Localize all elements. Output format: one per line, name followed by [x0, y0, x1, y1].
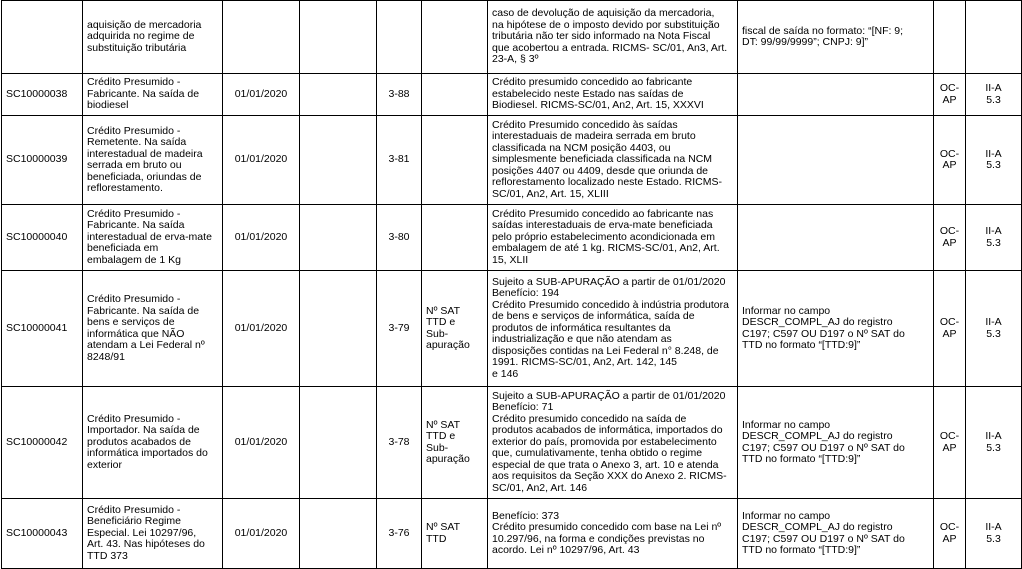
legal-basis-cell-line: industrialização e que não atendam as — [492, 333, 672, 346]
date-cell: 01/01/2020 — [223, 116, 300, 205]
reference-cell — [377, 1, 422, 74]
description-cell-line: Importador. Na saída de — [87, 424, 200, 437]
legal-basis-cell — [488, 205, 738, 271]
legal-basis-cell-line: SC/01, An2, Art. 146 — [492, 481, 588, 494]
reference-cell: 3-78 — [377, 387, 422, 499]
reference-cell: 3-81 — [377, 116, 422, 205]
annex-cell — [966, 1, 1022, 74]
legal-basis-cell-line: que acobertou a entrada. RICMS- SC/01, An3, Art. — [492, 41, 728, 54]
type-cell-line: AP — [942, 532, 957, 545]
description-cell-line: beneficiada em — [87, 242, 159, 255]
annex-cell-line: II-A — [985, 521, 1002, 533]
observation-cell — [738, 271, 934, 387]
type-cell-line: OC- — [939, 430, 960, 442]
apuracao-cell-line: Nº SAT — [426, 304, 460, 317]
type-cell — [934, 205, 966, 271]
reference-cell: 3-80 — [377, 205, 422, 271]
table-row — [2, 205, 1022, 271]
apuracao-cell — [422, 499, 488, 569]
legal-basis-cell-line: interestaduais de madeira serrada em bruto — [492, 130, 696, 143]
legal-basis-cell-line: Sujeito a SUB-APURAÇÃO a partir de 01/01/2020 — [492, 389, 726, 402]
type-cell — [934, 1, 966, 74]
observation-cell-line: Informar no campo — [742, 509, 831, 522]
benefits-table — [1, 0, 1022, 569]
type-cell-line: OC- — [939, 82, 960, 94]
observation-cell-line: C197; C597 OU D197 o Nº SAT do — [742, 327, 905, 340]
legal-basis-cell-line: produtos acabados de informática, importados do — [492, 424, 723, 437]
observation-cell-line: DT: 99/99/9999”; CNPJ: 9]” — [742, 36, 869, 48]
table-body — [2, 1, 1022, 569]
description-cell — [83, 74, 223, 116]
legal-basis-cell-line: que, cumulativamente, tenha obtido o regime — [492, 447, 703, 460]
description-cell-line: adquirida no regime de — [87, 30, 195, 43]
type-cell — [934, 116, 966, 205]
annex-cell-line: 5.3 — [986, 327, 1001, 340]
description-cell-line: Remetente. Na saída — [87, 136, 187, 148]
date-cell — [223, 1, 300, 74]
code-cell: SC10000038 — [2, 74, 83, 116]
description-cell-line: Crédito Presumido - — [87, 207, 181, 220]
blank-cell — [300, 387, 377, 499]
apuracao-cell-line: TTD e — [426, 316, 456, 328]
legal-basis-cell-line: e 146 — [492, 367, 519, 380]
description-cell-line: atendam a Lei Federal nº — [87, 339, 205, 351]
description-cell-line: biodiesel — [87, 99, 129, 112]
reference-cell: 3-76 — [377, 499, 422, 569]
description-cell-line: Fabricante. Na saída de — [87, 304, 200, 317]
description-cell-line: exterior — [87, 458, 123, 471]
annex-cell-line: 5.3 — [986, 159, 1001, 171]
description-cell-line: serrada em bruto ou — [87, 159, 182, 171]
legal-basis-cell-line: Crédito Presumido concedido ao fabricante nas — [492, 207, 714, 220]
annex-cell-line: 5.3 — [986, 93, 1001, 106]
description-cell-line: beneficiada, oriundas de — [87, 170, 202, 183]
apuracao-cell — [422, 116, 488, 205]
legal-basis-cell-line: simplesmente beneficiada classificada na NCM — [492, 153, 713, 166]
type-cell — [934, 74, 966, 116]
apuracao-cell — [422, 74, 488, 116]
annex-cell — [966, 116, 1022, 205]
legal-basis-cell-line: Benefício: 194 — [492, 287, 560, 300]
description-cell-line: Fabricante. Na saída de — [87, 87, 200, 100]
annex-cell-line: II-A — [985, 430, 1002, 442]
description-cell-line: interestadual de erva-mate — [87, 230, 212, 243]
description-cell-line: TTD 373 — [87, 549, 128, 562]
legal-basis-cell-line: Benefício: 71 — [492, 401, 554, 414]
legal-basis-cell-line: classificada na NCM posição 4403, ou — [492, 141, 671, 154]
apuracao-cell-line: apuração — [426, 453, 470, 465]
code-cell: SC10000042 — [2, 387, 83, 499]
legal-basis-cell-line: Biodiesel. RICMS-SC/01, An2, Art. 15, XXXVI — [492, 99, 704, 112]
observation-cell-line: fiscal de saída no formato: “[NF: 9; — [742, 24, 904, 37]
legal-basis-cell-line: estabelecido neste Estado nas saídas de — [492, 87, 684, 100]
annex-cell — [966, 205, 1022, 271]
legal-basis-cell-line: na hipótese de o imposto devido por substituição — [492, 18, 720, 31]
annex-cell — [966, 74, 1022, 116]
description-cell-line: reflorestamento. — [87, 182, 163, 194]
reference-cell: 3-79 — [377, 271, 422, 387]
annex-cell-line: II-A — [985, 225, 1002, 237]
legal-basis-cell-line: SC/01, An2, Art. 15, XLIII — [492, 187, 609, 200]
observation-cell — [738, 499, 934, 569]
code-cell — [2, 1, 83, 74]
code-cell: SC10000041 — [2, 271, 83, 387]
description-cell — [83, 116, 223, 205]
table-row — [2, 116, 1022, 205]
blank-cell — [300, 1, 377, 74]
legal-basis-cell-line: Crédito Presumido concedido às saídas — [492, 118, 678, 131]
type-cell-line: AP — [942, 236, 957, 249]
type-cell-line: OC- — [939, 521, 960, 533]
legal-basis-cell — [488, 74, 738, 116]
code-cell: SC10000043 — [2, 499, 83, 569]
legal-basis-cell-line: acordo. Lei nº 10297/96, Art. 43 — [492, 544, 640, 556]
blank-cell — [300, 74, 377, 116]
legal-basis-cell-line: saídas interestaduais de erva-mate beneficiada — [492, 219, 713, 232]
observation-cell-line: C197; C597 OU D197 o Nº SAT do — [742, 532, 905, 545]
legal-basis-cell-line: pelo próprio estabelecimento acondicionada em — [492, 230, 715, 243]
description-cell-line: informática que NÃO — [87, 327, 185, 340]
legal-basis-cell-line: embalagem de até 1 kg. RICMS-SC/01, An2, Art. — [492, 242, 720, 255]
description-cell — [83, 271, 223, 387]
blank-cell — [300, 205, 377, 271]
date-cell: 01/01/2020 — [223, 387, 300, 499]
observation-cell-line: TTD no formato “[TTD:9]” — [742, 453, 861, 465]
type-cell — [934, 499, 966, 569]
description-cell-line: Crédito Presumido - — [87, 76, 181, 89]
type-cell-line: OC- — [939, 147, 960, 160]
blank-cell — [300, 116, 377, 205]
legal-basis-cell-line: reflorestamento localizado neste Estado. RICMS- — [492, 176, 722, 189]
legal-basis-cell-line: posições 4407 ou 4409, desde que oriunda de — [492, 164, 709, 177]
legal-basis-cell — [488, 387, 738, 499]
description-cell-line: Crédito Presumido - — [87, 124, 181, 137]
description-cell — [83, 499, 223, 569]
legal-basis-cell-line: especial de que trata o Anexo 3, art. 10 e atenda — [492, 458, 719, 471]
apuracao-cell-line: TTD e — [426, 430, 456, 442]
description-cell-line: substituição tributária — [87, 41, 187, 54]
apuracao-cell — [422, 205, 488, 271]
legal-basis-cell-line: 23-A, § 3º — [492, 53, 539, 66]
observation-cell-line: TTD no formato “[TTD:9]” — [742, 544, 861, 556]
legal-basis-cell — [488, 1, 738, 74]
legal-basis-cell-line: exterior do país, promovida por estabelecimento — [492, 435, 717, 448]
description-cell — [83, 387, 223, 499]
date-cell: 01/01/2020 — [223, 74, 300, 116]
legal-basis-cell-line: Sujeito a SUB-APURAÇÃO a partir de 01/01/2020 — [492, 275, 726, 288]
legal-basis-cell-line: 10.297/96, na forma e condições previstas no — [492, 532, 705, 545]
legal-basis-cell-line: Benefício: 373 — [492, 509, 560, 522]
apuracao-cell-line: apuração — [426, 339, 470, 351]
apuracao-cell — [422, 387, 488, 499]
observation-cell — [738, 116, 934, 205]
type-cell-line: AP — [942, 93, 957, 106]
description-cell-line: Crédito Presumido - — [87, 412, 181, 425]
annex-cell — [966, 271, 1022, 387]
observation-cell — [738, 387, 934, 499]
observation-cell-line: C197; C597 OU D197 o Nº SAT do — [742, 441, 905, 454]
description-cell-line: Art. 43. Nas hipóteses do — [87, 538, 205, 551]
legal-basis-cell-line: aos requisitos da Seção XXX do Anexo 2. RICMS- — [492, 470, 727, 483]
reference-cell: 3-88 — [377, 74, 422, 116]
blank-cell — [300, 271, 377, 387]
date-cell: 01/01/2020 — [223, 205, 300, 271]
table-row — [2, 1, 1022, 74]
description-cell-line: Especial. Lei 10297/96, — [87, 526, 197, 539]
date-cell: 01/01/2020 — [223, 499, 300, 569]
description-cell-line: Fabricante. Na saída — [87, 219, 185, 232]
description-cell-line: aquisição de mercadoria — [87, 18, 202, 31]
table-row — [2, 271, 1022, 387]
blank-cell — [300, 499, 377, 569]
type-cell-line: AP — [942, 327, 957, 340]
description-cell — [83, 1, 223, 74]
description-cell — [83, 205, 223, 271]
type-cell-line: AP — [942, 441, 957, 454]
description-cell-line: Crédito Presumido - — [87, 503, 181, 516]
description-cell-line: Beneficiário Regime — [87, 515, 181, 528]
code-cell: SC10000040 — [2, 205, 83, 271]
type-cell — [934, 387, 966, 499]
annex-cell-line: 5.3 — [986, 236, 1001, 249]
annex-cell — [966, 387, 1022, 499]
apuracao-cell-line: TTD — [426, 532, 447, 545]
type-cell-line: OC- — [939, 225, 960, 237]
description-cell-line: Crédito Presumido - — [87, 293, 181, 305]
legal-basis-cell-line: Crédito presumido concedido ao fabricante — [492, 76, 693, 89]
legal-basis-cell-line: caso de devolução de aquisição da mercadoria, — [492, 7, 715, 20]
table-row — [2, 387, 1022, 499]
legal-basis-cell-line: Crédito presumido concedido na saída de — [492, 412, 687, 425]
legal-basis-cell — [488, 116, 738, 205]
observation-cell-line: Informar no campo — [742, 418, 831, 431]
type-cell-line: OC- — [939, 316, 960, 328]
observation-cell-line: DESCR_COMPL_AJ do registro — [742, 316, 893, 328]
description-cell-line: interestadual de madeira — [87, 147, 203, 160]
legal-basis-cell-line: 1991. RICMS-SC/01, An2, Art. 142, 145 — [492, 356, 678, 369]
observation-cell — [738, 1, 934, 74]
date-cell: 01/01/2020 — [223, 271, 300, 387]
description-cell-line: produtos acabados de — [87, 435, 191, 448]
legal-basis-cell-line: produtos de informática resultantes da — [492, 321, 671, 334]
observation-cell-line: TTD no formato “[TTD:9]” — [742, 339, 861, 351]
annex-cell-line: 5.3 — [986, 532, 1001, 545]
annex-cell-line: II-A — [985, 82, 1002, 94]
legal-basis-cell — [488, 499, 738, 569]
apuracao-cell-line: Sub- — [426, 441, 449, 454]
description-cell-line: informática importados do — [87, 447, 208, 460]
observation-cell-line: DESCR_COMPL_AJ do registro — [742, 430, 893, 442]
observation-cell — [738, 205, 934, 271]
observation-cell-line: Informar no campo — [742, 304, 831, 317]
legal-basis-cell-line: disposições contidas na Lei Federal n° 8.248, de — [492, 344, 719, 357]
apuracao-cell-line: Sub- — [426, 327, 449, 340]
legal-basis-cell — [488, 271, 738, 387]
annex-cell-line: 5.3 — [986, 441, 1001, 454]
code-cell: SC10000039 — [2, 116, 83, 205]
legal-basis-cell-line: tributária não ter sido informado na Nota Fiscal — [492, 30, 711, 43]
observation-cell-line: DESCR_COMPL_AJ do registro — [742, 521, 893, 533]
type-cell — [934, 271, 966, 387]
description-cell-line: bens e serviços de — [87, 316, 175, 328]
legal-basis-cell-line: Crédito presumido concedido com base na Lei nº — [492, 521, 722, 533]
legal-basis-cell-line: Crédito Presumido concedido à indústria produtora — [492, 298, 729, 311]
description-cell-line: embalagem de 1 Kg — [87, 253, 181, 266]
apuracao-cell — [422, 1, 488, 74]
description-cell-line: 8248/91 — [87, 350, 125, 363]
annex-cell — [966, 499, 1022, 569]
annex-cell-line: II-A — [985, 147, 1002, 160]
legal-basis-cell-line: 15, XLII — [492, 253, 529, 266]
apuracao-cell-line: Nº SAT — [426, 521, 460, 533]
type-cell-line: AP — [942, 159, 957, 171]
apuracao-cell-line: Nº SAT — [426, 418, 460, 431]
table-row — [2, 74, 1022, 116]
legal-basis-cell-line: de bens e serviços de informática, saída de — [492, 310, 695, 323]
apuracao-cell — [422, 271, 488, 387]
observation-cell — [738, 74, 934, 116]
annex-cell-line: II-A — [985, 316, 1002, 328]
table-row — [2, 499, 1022, 569]
